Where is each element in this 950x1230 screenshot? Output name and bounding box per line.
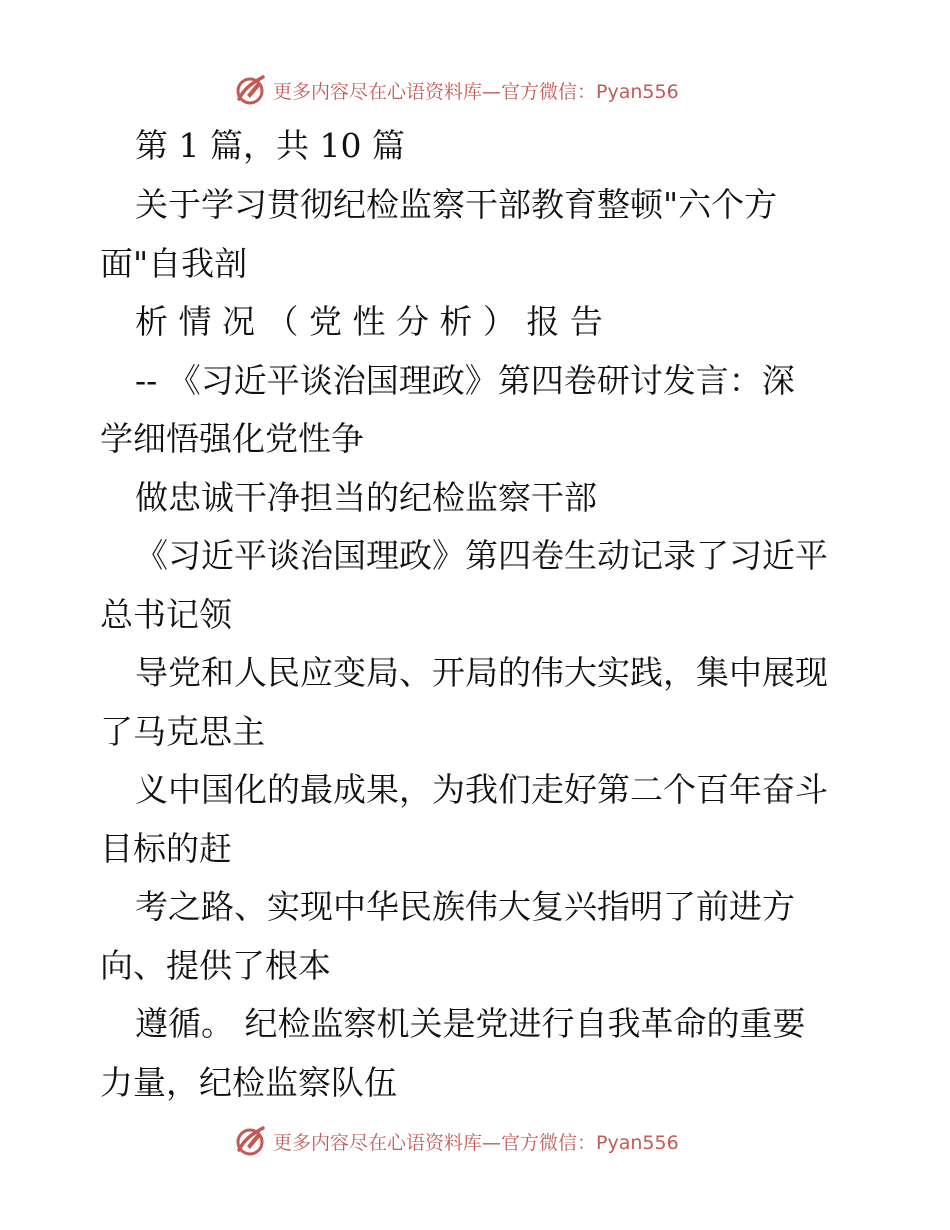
watermark-header [233,72,679,108]
paragraph-line: 义中国化的最成果，为我们走好第二个百年奋斗 [135,770,828,809]
watermark-logo-icon [233,73,267,107]
watermark-text: 更多内容尽在心语资料库—官方微信：Pyan556 [273,1131,679,1154]
document-subtitle-line: 做忠诚干净担当的纪检监察干部 [135,478,597,517]
document-title-line: 析 情 况 （ 党 性 分 析 ） 报 告 [135,302,603,341]
document-title-line: 面"自我剖 [100,244,248,283]
watermark-footer [233,1123,679,1159]
document-subtitle-line: -- 《习近平谈治国理政》第四卷研讨发言：深 [135,361,795,400]
page-counter: 第 1 篇，共 10 篇 [135,126,405,165]
watermark-logo-icon [233,1124,267,1158]
paragraph-line: 力量，纪检监察队伍 [100,1063,397,1102]
paragraph-line: 向、提供了根本 [100,946,331,985]
paragraph-line: 《习近平谈治国理政》第四卷生动记录了习近平 [135,536,828,575]
document-title-line: 关于学习贯彻纪检监察干部教育整顿"六个方 [135,185,778,224]
paragraph-line: 导党和人民应变局、开局的伟大实践，集中展现 [135,653,828,692]
paragraph-line: 了马克思主 [100,712,265,751]
paragraph-line: 总书记领 [100,595,232,634]
paragraph-line: 考之路、实现中华民族伟大复兴指明了前进方 [135,887,795,926]
paragraph-line: 遵循。 纪检监察机关是党进行自我革命的重要 [135,1004,806,1043]
watermark-text: 更多内容尽在心语资料库—官方微信：Pyan556 [273,80,679,103]
document-subtitle-line: 学细悟强化党性争 [100,419,364,458]
paragraph-line: 目标的赶 [100,829,232,868]
